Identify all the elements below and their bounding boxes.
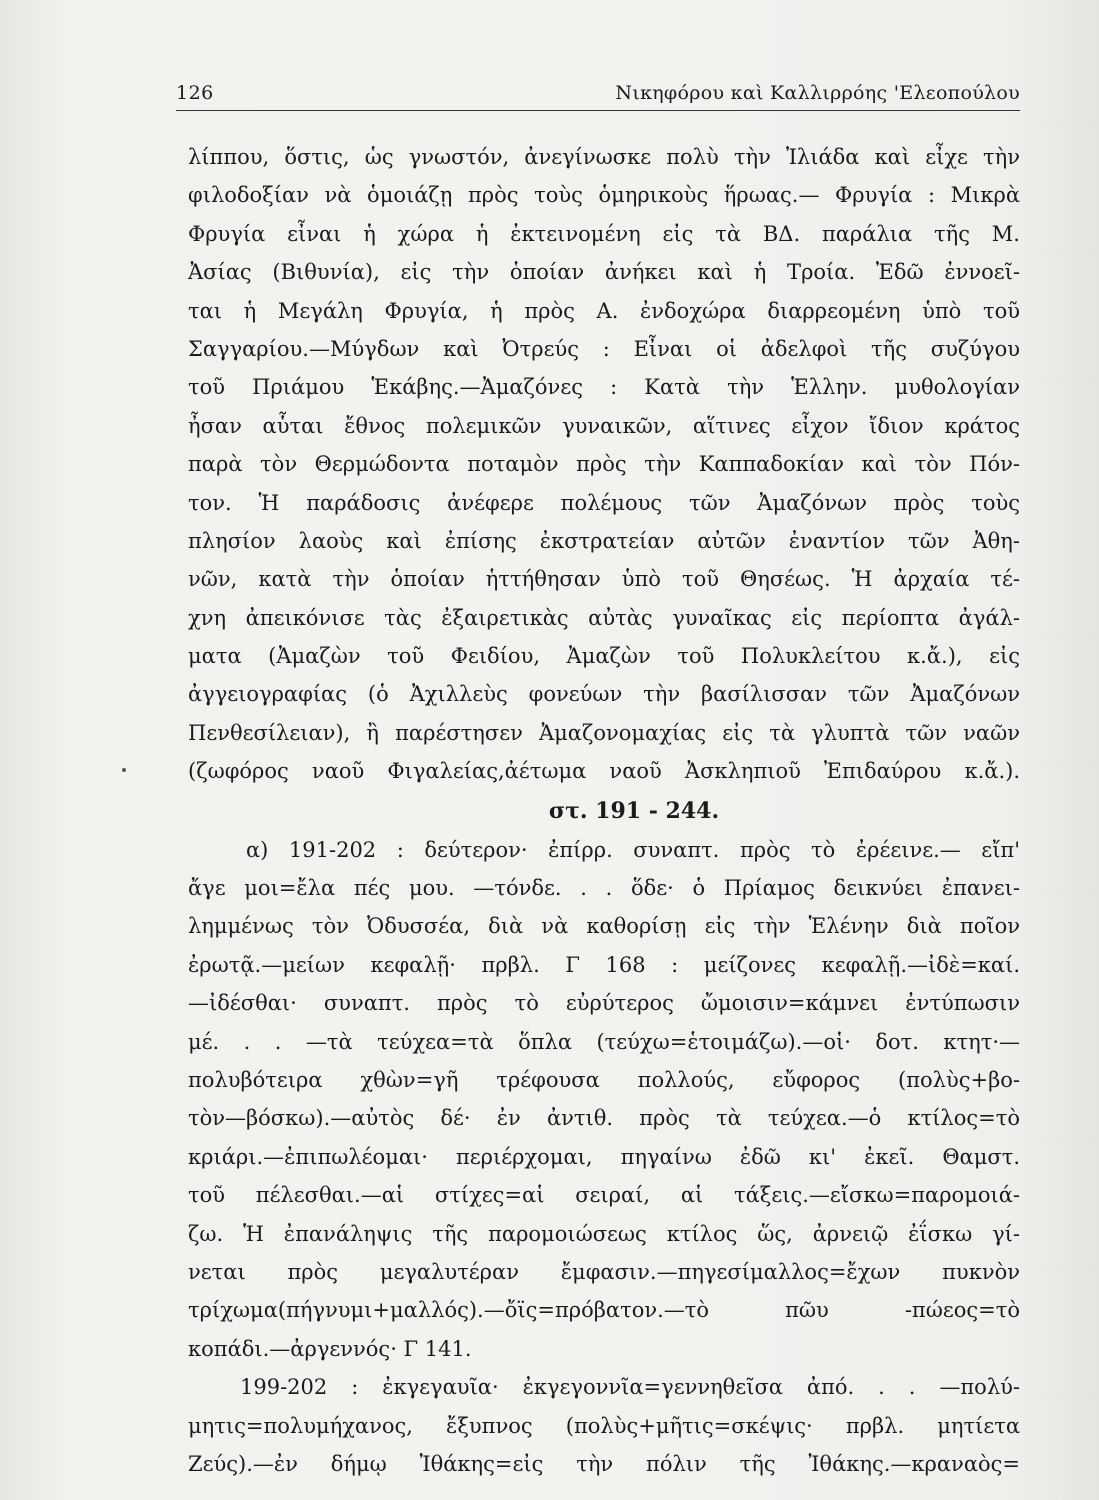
text-line-33: μητις=πολυμήχανος, ἔξυπνος (πολὺς+μῆτις=σκέψις· πρβλ. μητίετα [188, 1413, 1020, 1438]
text-line-24: πολυβότειρα χθὼν=γῆ τρέφουσα πολλούς, εὔφορος (πολὺς+βο- [188, 1067, 1020, 1092]
text-line-28: ζω. Ἡ ἐπανάληψις τῆς παρομοιώσεως κτίλος ὥς, ἀρνειῷ ἐΐσκω γί- [188, 1221, 1020, 1246]
margin-mark [122, 768, 126, 772]
text-line-23: μέ. . . —τὰ τεύχεα=τὰ ὅπλα (τεύχω=ἑτοιμάζω).—οἱ· δοτ. κτητ·— [188, 1029, 1020, 1054]
text-line-19: ἄγε μοι=ἔλα πές μου. —τόνδε. . . ὅδε· ὁ Πρίαμος δεικνύει ἐπανει- [188, 876, 1020, 901]
text-line-9: παρὰ τὸν Θερμώδοντα ποταμὸν πρὸς τὴν Καππαδοκίαν καὶ τὸν Πόν- [188, 452, 1020, 477]
text-line-5: ται ἡ Μεγάλη Φρυγία, ἡ πρὸς Α. ἐνδοχώρα διαρρεομένη ὑπὸ τοῦ [188, 298, 1020, 323]
page-header [176, 76, 1020, 111]
text-line-17: (ζωφόρος ναοῦ Φιγαλείας,ἀέτωμα ναοῦ Ἀσκληπιοῦ Ἐπιδαύρου κ.ἄ.). [188, 759, 1020, 784]
text-line-11: πλησίον λαοὺς καὶ ἐπίσης ἐκστρατείαν αὐτῶν ἐναντίον τῶν Ἀθη- [188, 528, 1020, 553]
text-line-8: ἦσαν αὗται ἔθνος πολεμικῶν γυναικῶν, αἵτινες εἶχον ἴδιον κράτος [188, 413, 1020, 438]
text-line-13: χνη ἀπεικόνισε τὰς ἐξαιρετικὰς αὐτὰς γυναῖκας εἰς περίοπτα ἀγάλ- [188, 605, 1020, 630]
text-line-16: Πενθεσίλειαν), ἢ παρέστησεν Ἀμαζονομαχίας εἰς τὰ γλυπτὰ τῶν ναῶν [188, 720, 1020, 745]
text-line-10: τον. Ἡ παράδοσις ἀνέφερε πολέμους τῶν Ἀμαζόνων πρὸς τοὺς [188, 490, 1020, 515]
text-line-22: —ἰδέσθαι· συναπτ. πρὸς τὸ εὐρύτερος ὤμοισιν=κάμνει ἐντύπωσιν [188, 991, 1020, 1016]
text-line-32: 199-202 : ἐκγεγαυῖα· ἐκγεγοννῖα=γεννηθεῖσα ἀπό. . . —πολύ- [240, 1375, 1020, 1400]
text-line-20: λημμένως τὸν Ὀδυσσέα, διὰ νὰ καθορίσῃ εἰς τὴν Ἑλένην διὰ ποῖον [188, 914, 1020, 939]
text-line-30: τρίχωμα(πήγνυμι+μαλλός).—ὄϊς=πρόβατον.—τὸ πῶυ -πώεος=τὸ [188, 1298, 1020, 1323]
text-line-27: τοῦ πέλεσθαι.—αἱ στίχες=αἱ σειραί, αἱ τάξεις.—εἴσκω=παρομοιά- [188, 1183, 1020, 1208]
text-line-18: α) 191-202 : δεύτερον· ἐπίρρ. συναπτ. πρὸς τὸ ἐρέεινε.— εἴπ' [246, 837, 1020, 862]
text-line-2: φιλοδοξίαν νὰ ὁμοιάζῃ πρὸς τοὺς ὁμηρικοὺς ἥρωας.— Φρυγία : Μικρὰ [188, 183, 1020, 208]
text-line-31: κοπάδι.—ἀργεννός· Γ 141. [188, 1336, 472, 1361]
text-line-6: Σαγγαρίου.—Μύγδων καὶ Ὀτρεύς : Εἶναι οἱ ἀδελφοὶ τῆς συζύγου [188, 336, 1020, 361]
text-line-21: ἐρωτᾷ.—μείων κεφαλῇ· πρβλ. Γ 168 : μείζονες κεφαλῇ.—ἰδὲ=καί. [188, 952, 1020, 977]
text-line-25: τὸν—βόσκω).—αὐτὸς δέ· ἐν ἀντιθ. πρὸς τὰ τεύχεα.—ὁ κτίλος=τὸ [188, 1106, 1020, 1131]
text-line-3: Φρυγία εἶναι ἡ χώρα ἡ ἐκτεινομένη εἰς τὰ ΒΔ. παράλια τῆς Μ. [188, 221, 1020, 246]
text-line-12: νῶν, κατὰ τὴν ὁποίαν ἡττήθησαν ὑπὸ τοῦ Θησέως. Ἡ ἀρχαία τέ- [188, 567, 1020, 592]
text-line-4: Ἀσίας (Βιθυνία), εἰς τὴν ὁποίαν ἀνήκει καὶ ἡ Τροία. Ἐδῶ ἐννοεῖ- [188, 260, 1020, 285]
text-line-34: Ζεύς).—ἐν δήμῳ Ἰθάκης=εἰς τὴν πόλιν τῆς Ἰθάκης.—κραναὸς= [188, 1451, 1020, 1476]
text-line-29: νεται πρὸς μεγαλυτέραν ἔμφασιν.—πηγεσίμαλλος=ἔχων πυκνὸν [188, 1259, 1020, 1284]
section-heading: στ. 191 - 244. [548, 797, 720, 824]
text-line-1: λίππου, ὅστις, ὡς γνωστόν, ἀνεγίνωσκε πολὺ τὴν Ἰλιάδα καὶ εἶχε τὴν [188, 145, 1020, 169]
text-line-15: ἀγγειογραφίας (ὁ Ἀχιλλεὺς φονεύων τὴν βασίλισσαν τῶν Ἀμαζόνων [188, 682, 1020, 707]
page-number: 126 [176, 82, 214, 104]
text-line-7: τοῦ Πριάμου Ἑκάβης.—Ἀμαζόνες : Κατὰ τὴν Ἑλλην. μυθολογίαν [188, 375, 1020, 400]
text-line-14: ματα (Ἀμαζὼν τοῦ Φειδίου, Ἀμαζὼν τοῦ Πολυκλείτου κ.ἄ.), εἰς [188, 644, 1020, 669]
running-title: Νικηφόρου καὶ Καλλιρρόης 'Ελεοπούλου [615, 82, 1020, 104]
text-line-26: κριάρι.—ἐπιπωλέομαι· περιέρχομαι, πηγαίνω ἐδῶ κι' ἐκεῖ. Θαμστ. [188, 1144, 1020, 1169]
body-text [188, 138, 1020, 1483]
